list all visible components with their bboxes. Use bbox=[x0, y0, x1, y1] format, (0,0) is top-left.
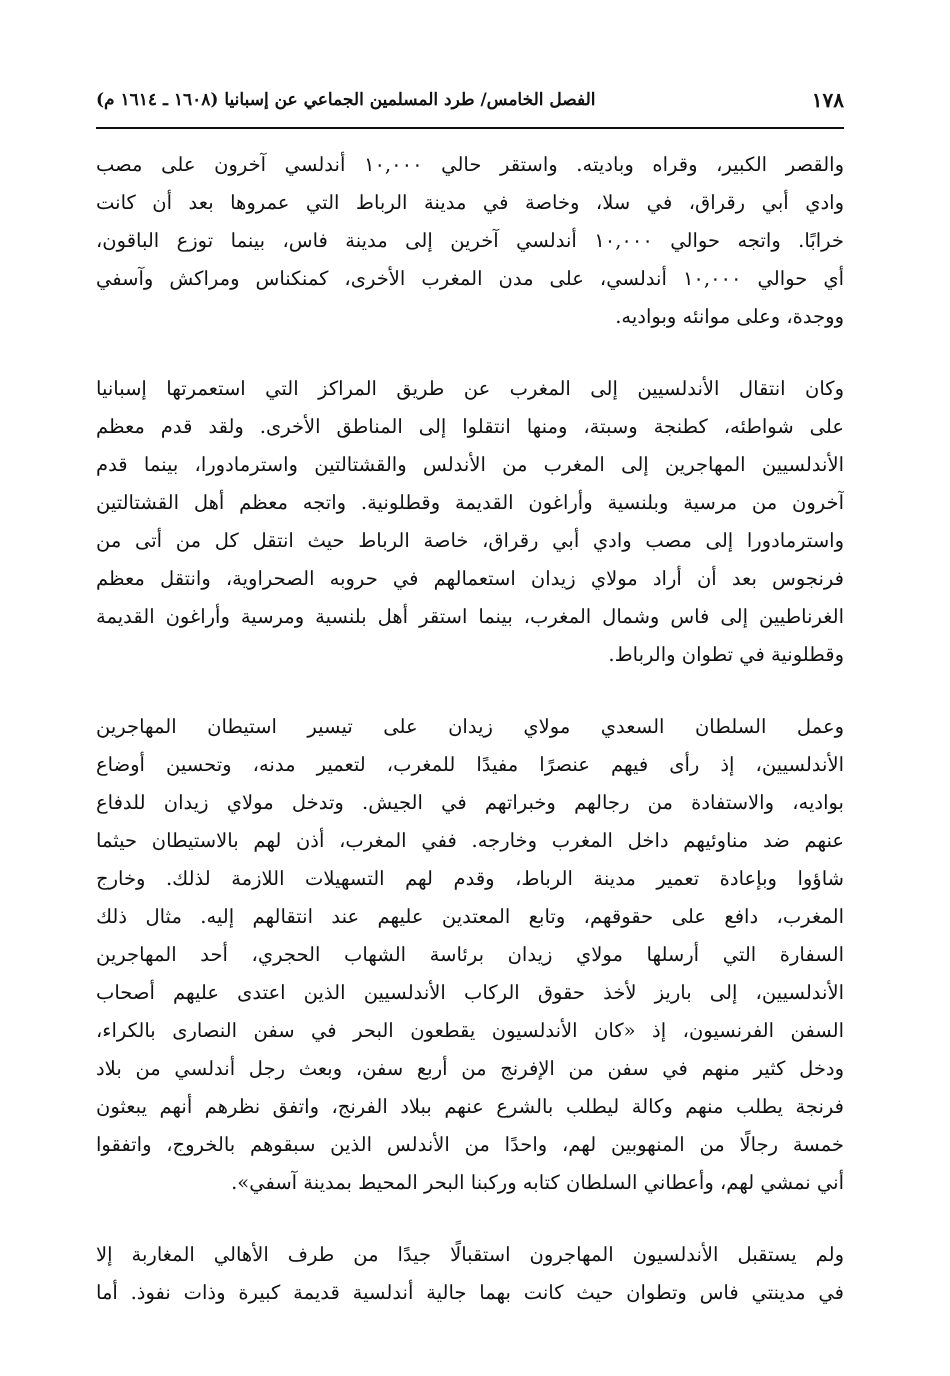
body-text bbox=[96, 146, 844, 1312]
text-line: عنهم ضد مناوئيهم داخل المغرب وخارجه. ففي المغرب، أذن لهم بالاستيطان حيثما bbox=[96, 829, 844, 852]
text-line: الغرناطيين إلى فاس وشمال المغرب، بينما استقر أهل بلنسية ومرسية وأراغون القديمة bbox=[96, 605, 844, 628]
text-line: وادي أبي رقراق، في سلا، وخاصة في مدينة الرباط التي عمروها بعد أن كانت bbox=[96, 191, 844, 214]
text-line: الأندلسيين المهاجرين إلى المغرب من الأندلس والقشتالتين واسترمادورا، بينما قدم bbox=[96, 453, 844, 476]
text-line: خمسة رجالًا من المنهوبين لهم، واحدًا من الأندلس الذين سبقوهم بالخروج، واتفقوا bbox=[96, 1133, 844, 1156]
text-line: أني نمشي لهم، وأعطاني السلطان كتابه وركبنا البحر المحيط بمدينة آسفي». bbox=[231, 1171, 844, 1194]
page-number: ١٧٨ bbox=[811, 88, 844, 112]
text-line: ووجدة، وعلى موانئه وبواديه. bbox=[615, 305, 844, 328]
text-line: وكان انتقال الأندلسيين إلى المغرب عن طريق المراكز التي استعمرتها إسبانيا bbox=[96, 377, 844, 400]
header-rule bbox=[96, 127, 844, 129]
text-line: السفن الفرنسيون، إذ «كان الأندلسيون يقطعون البحر في سفن النصارى بالكراء، bbox=[96, 1019, 844, 1042]
text-line: فرنجوس بعد أن أراد مولاي زيدان استعمالهم في حروبه الصحراوية، وانتقل معظم bbox=[96, 567, 844, 590]
text-line: وعمل السلطان السعدي مولاي زيدان على تيسير استيطان المهاجرين bbox=[96, 715, 844, 738]
text-line: أي حوالي ١٠,٠٠٠ أندلسي، على مدن المغرب الأخرى، كمنكناس ومراكش وآسفي bbox=[96, 267, 844, 290]
text-line: ولم يستقبل الأندلسيون المهاجرون استقبالًا جيدًا من طرف الأهالي المغاربة إلا bbox=[96, 1243, 844, 1266]
text-line: فرنجة يطلب منهم وكالة ليطلب بالشرع عنهم ببلاد الفرنج، واتفق نظرهم أنهم يبعثون bbox=[96, 1095, 844, 1118]
text-line: الأندلسيين، إذ رأى فيهم عنصرًا مفيدًا للمغرب، لتعمير مدنه، وتحسين أوضاع bbox=[96, 753, 844, 776]
paragraph bbox=[96, 146, 844, 336]
paragraph-gap bbox=[96, 674, 844, 708]
text-line: آخرون من مرسية وبلنسية وأراغون القديمة وقطلونية. واتجه معظم أهل القشتالتين bbox=[96, 491, 844, 514]
text-line: على شواطئه، كطنجة وسبتة، ومنها انتقلوا إلى المناطق الأخرى. ولقد قدم معظم bbox=[96, 415, 844, 438]
paragraph bbox=[96, 1236, 844, 1312]
text-line: وقطلونية في تطوان والرباط. bbox=[608, 643, 844, 666]
text-line: ودخل كثير منهم في سفن من الإفرنج من أربع سفن، وبعث رجل أندلسي من بلاد bbox=[96, 1057, 844, 1080]
text-line: المغرب، دافع على حقوقهم، وتابع المعتدين عليهم عند انتقالهم إليه. مثال ذلك bbox=[96, 905, 844, 928]
paragraph bbox=[96, 708, 844, 1202]
text-line: السفارة التي أرسلها مولاي زيدان برئاسة الشهاب الحجري، أحد المهاجرين bbox=[96, 943, 844, 966]
text-line: بواديه، والاستفادة من رجالهم وخبراتهم في الجيش. وتدخل مولاي زيدان للدفاع bbox=[96, 791, 844, 814]
text-line: خرابًا. واتجه حوالي ١٠,٠٠٠ أندلسي آخرين إلى مدينة فاس، بينما توزع الباقون، bbox=[96, 229, 844, 252]
paragraph-gap bbox=[96, 1202, 844, 1236]
paragraph bbox=[96, 370, 844, 674]
text-line: واسترمادورا إلى مصب وادي أبي رقراق، خاصة الرباط حيث انتقل كل من أتى من bbox=[96, 529, 844, 552]
text-line: في مدينتي فاس وتطوان حيث كانت بهما جالية أندلسية قديمة كبيرة وذات نفوذ. أما bbox=[96, 1281, 844, 1304]
text-line: شاؤوا وبإعادة تعمير مدينة الرباط، وقدم لهم التسهيلات اللازمة لذلك. وخارج bbox=[96, 867, 844, 890]
running-title: الفصل الخامس/ طرد المسلمين الجماعي عن إسبانيا (١٦٠٨ ـ ١٦١٤ م) bbox=[96, 90, 596, 110]
page-header bbox=[96, 82, 844, 122]
paragraph-gap bbox=[96, 336, 844, 370]
text-line: الأندلسيين، إلى باريز لأخذ حقوق الركاب الأندلسيين الذين اعتدى عليهم أصحاب bbox=[96, 981, 844, 1004]
text-line: والقصر الكبير، وقراه وباديته. واستقر حالي ١٠,٠٠٠ أندلسي آخرون على مصب bbox=[96, 153, 844, 176]
